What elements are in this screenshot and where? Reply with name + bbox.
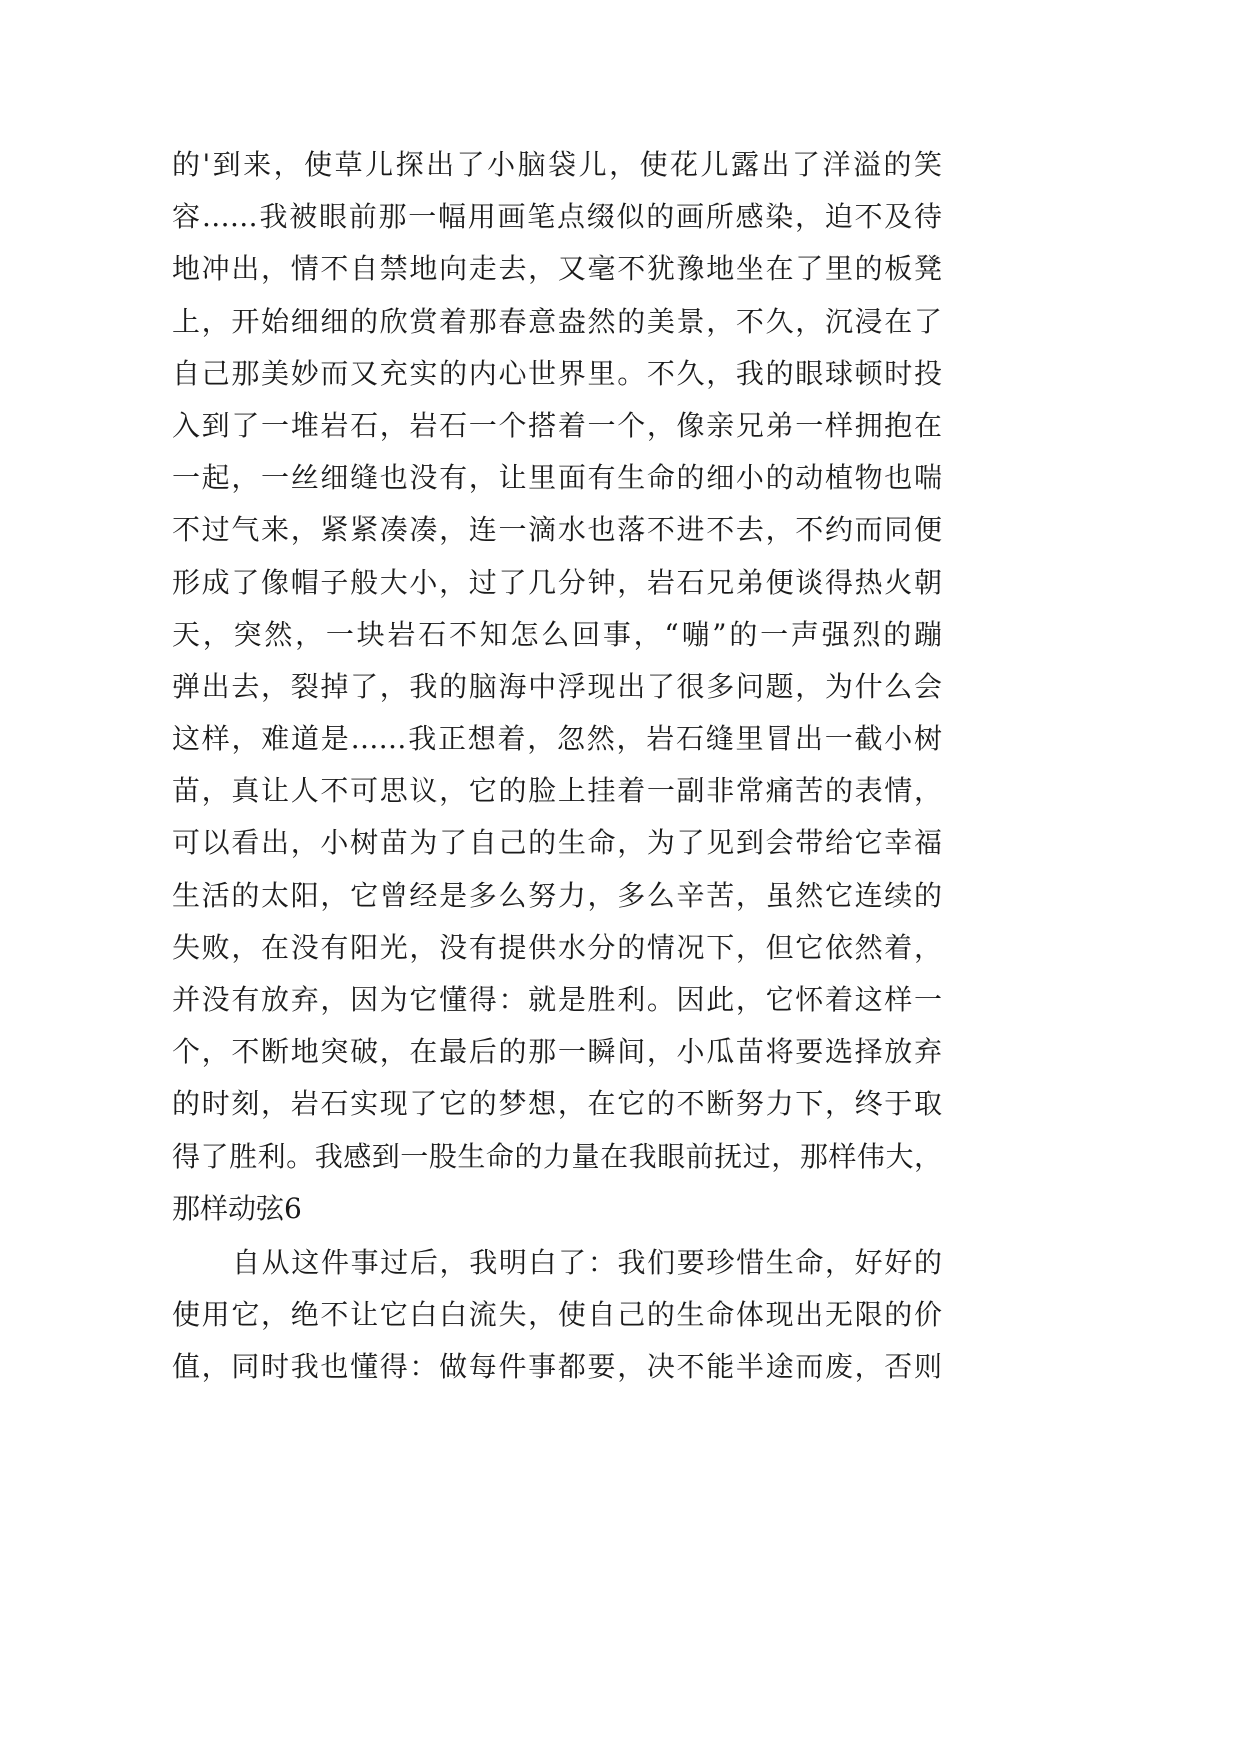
text-line: 使用它，绝不让它白白流失，使自己的生命体现出无限的价 bbox=[172, 1298, 942, 1332]
text-line: 地冲出，情不自禁地向走去，又毫不犹豫地坐在了里的板凳 bbox=[172, 252, 942, 286]
body-text bbox=[172, 139, 942, 1394]
paragraph bbox=[172, 139, 942, 1235]
text-line: 上，开始细细的欣赏着那春意盎然的美景，不久，沉浸在了 bbox=[172, 304, 942, 338]
text-line: 容……我被眼前那一幅用画笔点缀似的画所感染，迫不及待 bbox=[172, 200, 942, 234]
text-line: 并没有放弃，因为它懂得：就是胜利。因此，它怀着这样一 bbox=[172, 983, 942, 1016]
text-line: 天，突然，一块岩石不知怎么回事，“嘣”的一声强烈的蹦 bbox=[172, 617, 942, 651]
text-line: 失败，在没有阳光，没有提供水分的情况下，但它依然着， bbox=[172, 930, 942, 964]
paragraph bbox=[172, 1237, 942, 1394]
text-line: 自从这件事过后，我明白了：我们要珍惜生命，好好的 bbox=[232, 1245, 942, 1279]
text-line: 那样动弦6 bbox=[172, 1191, 302, 1225]
text-line: 自己那美妙而又充实的内心世界里。不久，我的眼球顿时投 bbox=[172, 356, 942, 390]
text-line: 弹出去，裂掉了，我的脑海中浮现出了很多问题，为什么会 bbox=[172, 669, 942, 703]
text-line: 形成了像帽子般大小，过了几分钟，岩石兄弟便谈得热火朝 bbox=[172, 565, 942, 599]
text-line: 值，同时我也懂得：做每件事都要，决不能半途而废，否则 bbox=[172, 1350, 942, 1384]
text-line: 可以看出，小树苗为了自己的生命，为了见到会带给它幸福 bbox=[172, 826, 942, 860]
text-line: 个，不断地突破，在最后的那一瞬间，小瓜苗将要选择放弃 bbox=[172, 1035, 942, 1069]
text-line: 入到了一堆岩石，岩石一个搭着一个，像亲兄弟一样拥抱在 bbox=[172, 408, 942, 442]
text-line: 不过气来，紧紧凑凑，连一滴水也落不进不去，不约而同便 bbox=[172, 513, 942, 547]
text-line: 的'到来，使草儿探出了小脑袋儿，使花儿露出了洋溢的笑 bbox=[172, 148, 942, 181]
text-line: 一起，一丝细缝也没有，让里面有生命的细小的动植物也喘 bbox=[172, 461, 942, 495]
text-line: 生活的太阳，它曾经是多么努力，多么辛苦，虽然它连续的 bbox=[172, 878, 942, 912]
text-line: 得了胜利。我感到一股生命的力量在我眼前抚过，那样伟大， bbox=[172, 1139, 942, 1173]
text-line: 这样，难道是……我正想着，忽然，岩石缝里冒出一截小树 bbox=[172, 722, 942, 756]
text-line: 的时刻，岩石实现了它的梦想，在它的不断努力下，终于取 bbox=[172, 1087, 942, 1121]
text-line: 苗，真让人不可思议，它的脸上挂着一副非常痛苦的表情， bbox=[172, 774, 942, 808]
